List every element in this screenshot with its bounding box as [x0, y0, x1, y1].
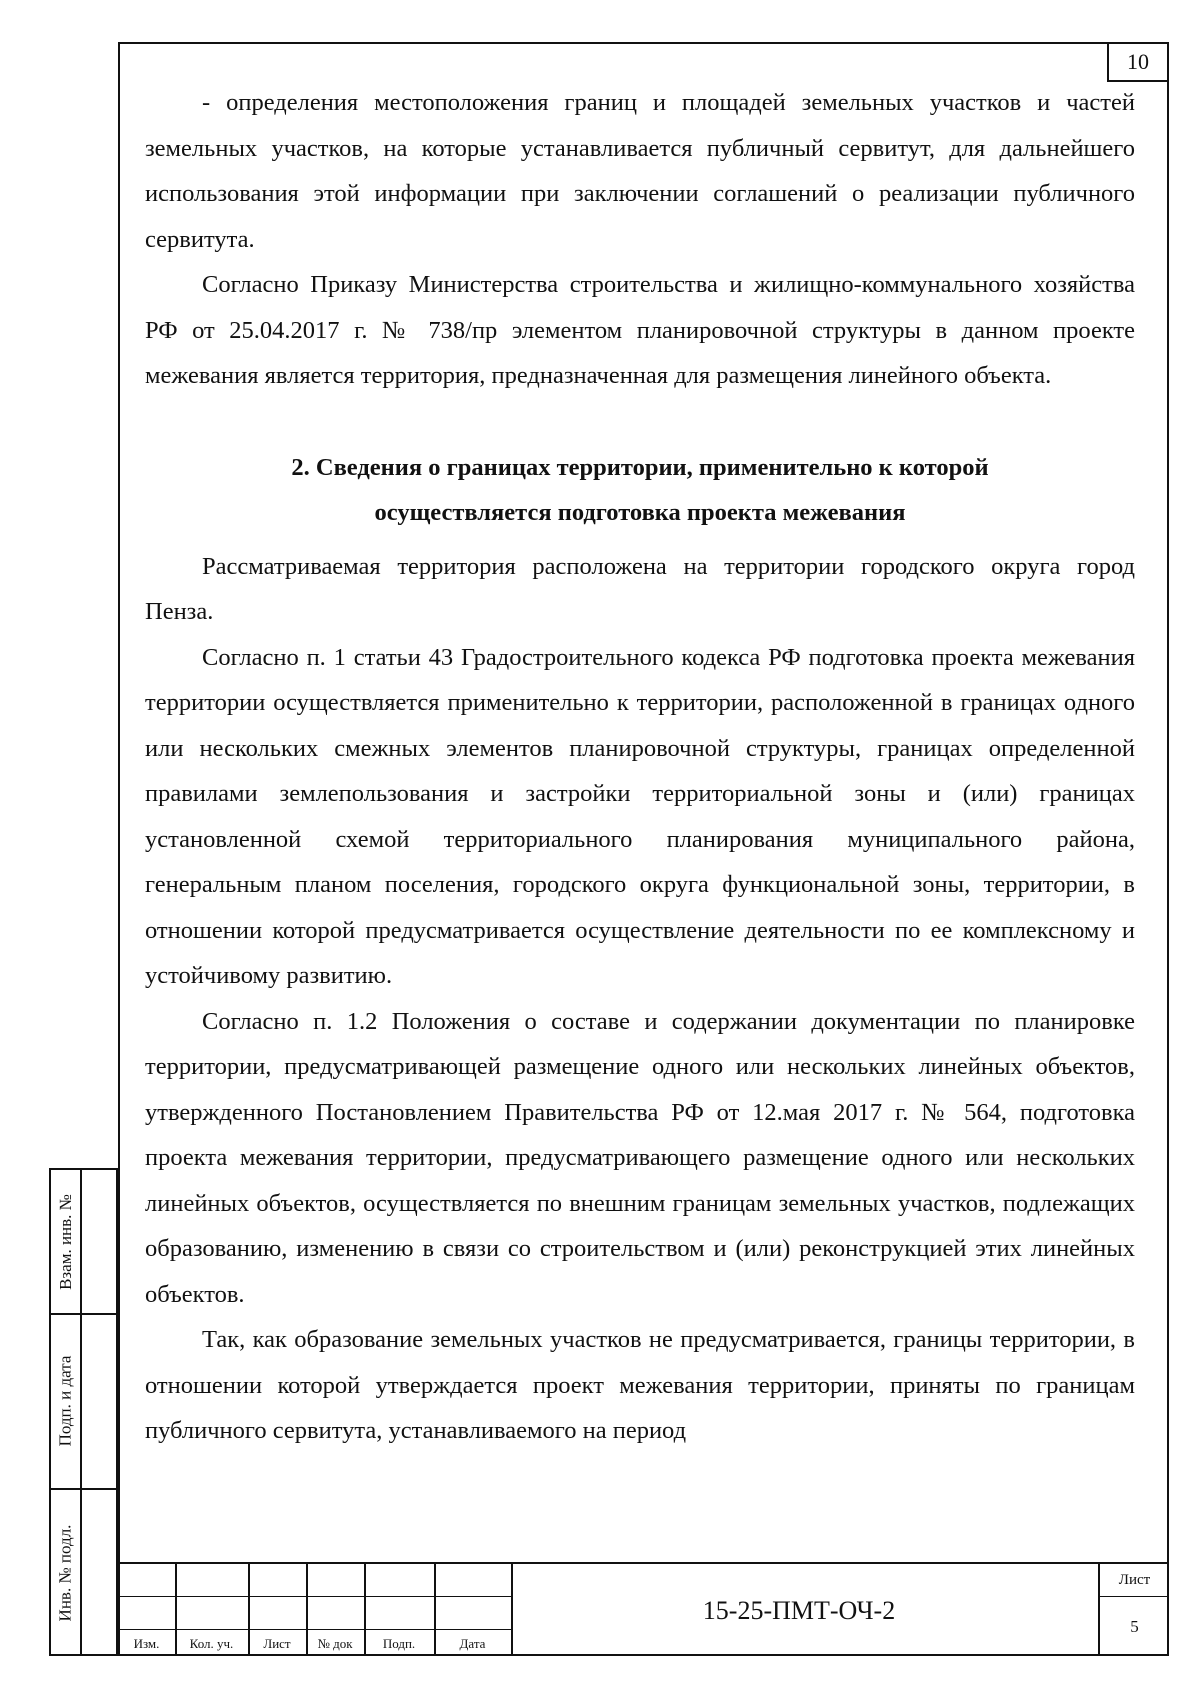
paragraph: Согласно п. 1.2 Положения о составе и содержании документации по планировке территории, предусматривающей размещение одного или нескольких линейных объектов, утвержденного Постановлением Правительства РФ от 12.мая 2017 г. № 564, подготовка проекта межевания территории, предусматривающего размещение одного или нескольких линейных объектов, осуществляется по внешним границам земельных участков, подлежащих образованию, изменению в связи со строительством и (или) реконструкцией этих линейных объектов.: [145, 1007, 1135, 1308]
paragraph: Рассматриваемая территория расположена на территории городского округа город Пенза.: [145, 552, 1135, 625]
tb-row-line: [1098, 1596, 1169, 1597]
col-n-dok: № док: [317, 1636, 353, 1651]
paragraph: Так, как образование земельных участков не предусматривается, границы территории, в отношении которой утверждается проект межевания территории, приняты по границам публичного сервитута, устанавливаемого на период: [145, 1326, 1135, 1444]
col-data: Дата: [459, 1636, 486, 1651]
vzam-inv-label: Взам. инв. №: [55, 1193, 75, 1290]
document-code: 15-25-ПМТ-ОЧ-2: [702, 1596, 896, 1625]
section-heading: [145, 445, 1135, 536]
col-kol-uch: Кол. уч.: [189, 1636, 234, 1651]
col-list: Лист: [263, 1636, 291, 1651]
side-divider: [80, 1170, 82, 1654]
paragraph: - определения местоположения границ и площадей земельных участков и частей земельных участков, на которые устанавливается публичный сервитут, для дальнейшего использования этой информации при заключении соглашений о реализации публичного сервитута.: [145, 89, 1135, 253]
tb-row-line: [118, 1596, 511, 1597]
title-block: [118, 1562, 1169, 1656]
paragraph: Согласно Приказу Министерства строительства и жилищно-коммунального хозяйства РФ от 25.04.2017 г. № 738/пр элементом планировочной структуры в данном проекте межевания является территория, предназначенная для размещения линейного объекта.: [145, 271, 1135, 389]
col-izm: Изм.: [133, 1636, 160, 1651]
heading-line: 2. Сведения о границах территории, применительно к которой: [291, 453, 989, 481]
heading-line: осуществляется подготовка проекта межевания: [374, 499, 906, 526]
side-stamp: [49, 1168, 118, 1656]
paragraph: Согласно п. 1 статьи 43 Градостроительного кодекса РФ подготовка проекта межевания территории осуществляется применительно к территории, расположенной в границах одного или нескольких смежных элементов планировочной структуры, границах определенной правилами землепользования и застройки территориальной зоны и (или) границах установленной схемой территориального планирования муниципального района, генеральным планом поселения, городского округа функциональной зоны, территории, в отношении которой предусматривается осуществление деятельности по ее комплексному и устойчивому развитию.: [145, 643, 1135, 989]
inv-podl-label: Инв. № подл.: [55, 1524, 75, 1622]
sheet-number: 5: [1130, 1617, 1139, 1636]
document-body: [145, 80, 1135, 1454]
sheet-label: Лист: [1118, 1571, 1151, 1588]
tb-row-line: [118, 1629, 511, 1630]
podp-data-label: Подп. и дата: [55, 1355, 75, 1446]
col-podp: Подп.: [382, 1636, 416, 1651]
page-number: 10: [1107, 42, 1169, 82]
